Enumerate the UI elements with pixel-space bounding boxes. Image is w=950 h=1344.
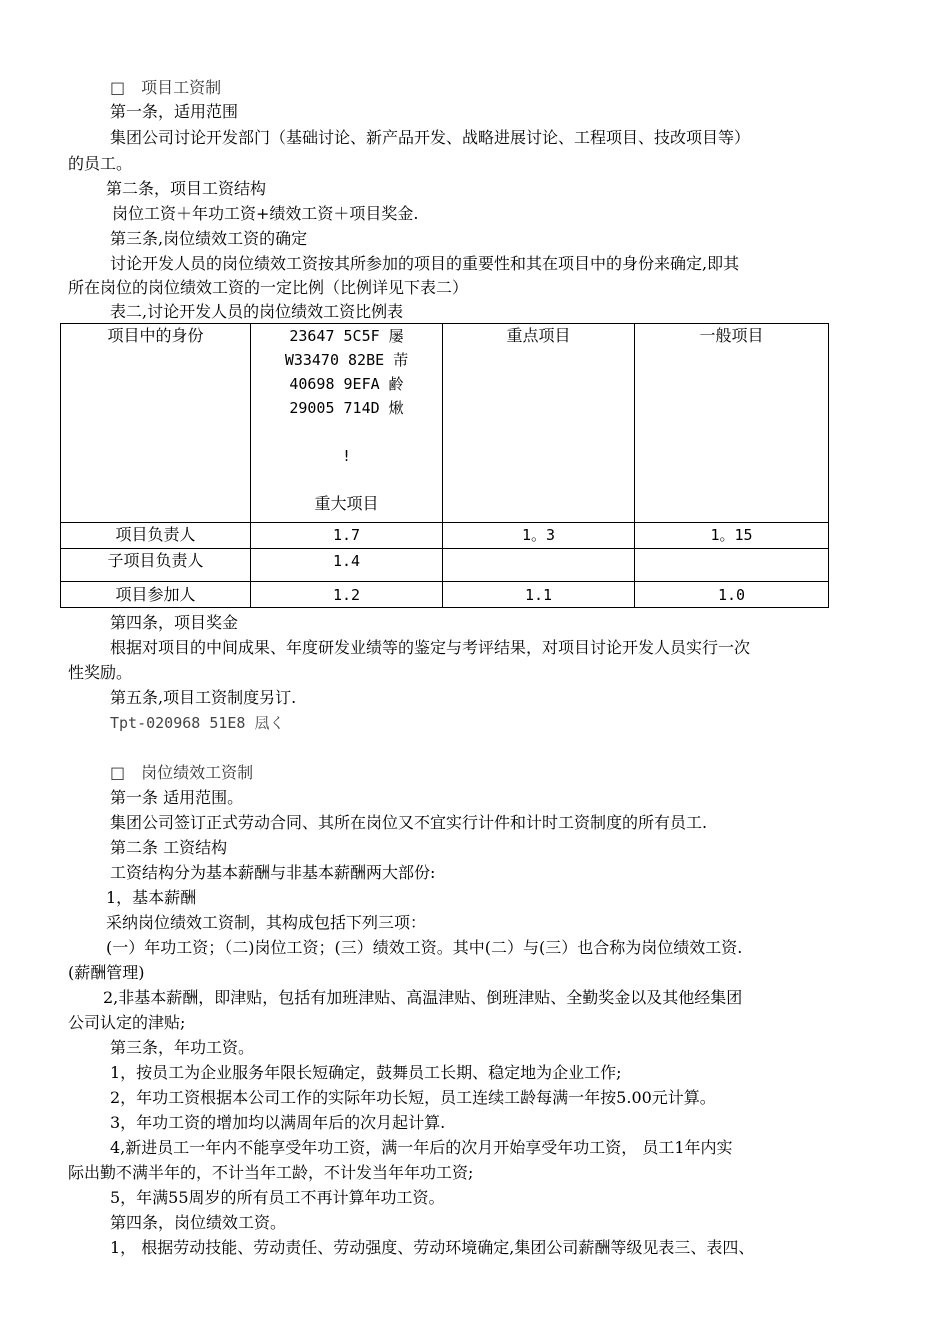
s2-article-3-item-4-line-2: 际出勤不满半年的，不计当年工龄，不计发当年年功工资; xyxy=(68,1163,474,1182)
header-major-line: ! xyxy=(341,447,352,465)
cell-key: 1.1 xyxy=(443,582,635,608)
cell-role: 项目参加人 xyxy=(61,582,251,608)
article-1-line-1: 集团公司讨论开发部门（基础讨论、新产品开发、战略进展讨论、工程项目、技改项目等） xyxy=(110,128,751,147)
basic-pay-body: 采纳岗位绩效工资制，其构成包括下列三项： xyxy=(106,913,427,932)
table-row xyxy=(61,549,829,582)
article-4-line-2: 性奖励。 xyxy=(68,663,133,682)
nonbasic-pay-line-1: 2,非基本薪酬，即津贴，包括有加班津贴、高温津贴、倒班津贴、全勤奖金以及其他经集团 xyxy=(103,988,743,1007)
header-major-project xyxy=(251,324,443,523)
cell-key: 1。3 xyxy=(443,523,635,549)
s2-article-3-item-3: 3，年功工资的增加均以满周年后的次月起计算. xyxy=(110,1113,446,1132)
s2-article-2-title: 第二条 工资结构 xyxy=(110,838,228,857)
header-general-project: 一般项目 xyxy=(635,324,829,523)
basic-pay-items-line-1: (一）年功工资；（二)岗位工资；(三）绩效工资。其中(二）与(三）也合称为岗位绩效工资. xyxy=(106,938,743,957)
s2-article-2-body: 工资结构分为基本薪酬与非基本薪酬两大部份: xyxy=(110,863,436,882)
s2-article-3-item-2: 2，年功工资根据本公司工作的实际年功长短，员工连续工龄每满一年按5.00元计算。 xyxy=(110,1088,716,1107)
cell-general: 1.0 xyxy=(635,582,829,608)
article-1-line-2: 的员工。 xyxy=(68,154,133,173)
s2-article-3-item-4-line-1: 4,新进员工一年内不能享受年功工资，满一年后的次月开始享受年功工资， 员工1年内实 xyxy=(110,1138,733,1157)
performance-pay-ratio-table xyxy=(60,323,829,608)
header-major-line: 40698 9EFA 鹷 xyxy=(289,375,404,393)
article-3-title: 第三条,岗位绩效工资的确定 xyxy=(110,229,308,248)
article-1-title: 第一条，适用范围 xyxy=(110,102,239,121)
table-caption: 表二,讨论开发人员的岗位绩效工资比例表 xyxy=(110,302,404,321)
article-3-line-1: 讨论开发人员的岗位绩效工资按其所参加的项目的重要性和其在项目中的身份来确定,即其 xyxy=(110,254,740,273)
header-key-project: 重点项目 xyxy=(443,324,635,523)
section-heading-project-pay: □ 项目工资制 xyxy=(110,78,222,97)
article-3-line-2: 所在岗位的岗位绩效工资的一定比例（比例详见下表二） xyxy=(68,278,469,297)
cell-general: 1。15 xyxy=(635,523,829,549)
table-row xyxy=(61,523,829,549)
article-5-title: 第五条,项目工资制度另订. xyxy=(110,688,297,707)
s2-article-4-item-1: 1， 根据劳动技能、劳动责任、劳动强度、劳动环境确定,集团公司薪酬等级见表三、表四、 xyxy=(110,1238,755,1257)
header-major-line xyxy=(251,420,442,444)
cell-role: 子项目负责人 xyxy=(61,549,251,582)
header-major-line: W33470 82BE 芾 xyxy=(284,351,409,369)
s2-article-1-title: 第一条 适用范围。 xyxy=(110,788,244,807)
article-2-body: 岗位工资＋年功工资+绩效工资＋项目奖金. xyxy=(112,204,419,223)
header-major-line xyxy=(251,468,442,492)
nonbasic-pay-line-2: 公司认定的津贴; xyxy=(68,1013,186,1032)
s2-article-3-item-5: 5，年满55周岁的所有员工不再计算年功工资。 xyxy=(110,1188,445,1207)
cell-role: 项目负责人 xyxy=(61,523,251,549)
section-heading-position-pay: □ 岗位绩效工资制 xyxy=(110,763,254,782)
header-major-line: 29005 714D 煍 xyxy=(289,399,404,417)
s2-article-3-item-1: 1，按员工为企业服务年限长短确定，鼓舞员工长期、稳定地为企业工作; xyxy=(110,1063,622,1082)
cell-major: 1.4 xyxy=(251,549,443,582)
article-4-line-1: 根据对项目的中间成果、年度研发业绩等的鉴定与考评结果，对项目讨论开发人员实行一次 xyxy=(110,638,751,657)
basic-pay-title: 1，基本薪酬 xyxy=(106,888,197,907)
header-major-label: 重大项目 xyxy=(314,494,379,513)
article-2-title: 第二条，项目工资结构 xyxy=(106,179,267,198)
cell-major: 1.7 xyxy=(251,523,443,549)
table-row xyxy=(61,582,829,608)
s2-article-3-title: 第三条，年功工资。 xyxy=(110,1038,255,1057)
garbled-code-line: Tpt-020968 51E8 凨く xyxy=(110,714,285,732)
cell-key xyxy=(443,549,635,582)
table-header-row xyxy=(61,324,829,523)
header-major-line: 23647 5C5F 屡 xyxy=(289,327,404,345)
cell-general xyxy=(635,549,829,582)
cell-major: 1.2 xyxy=(251,582,443,608)
s2-article-1-body: 集团公司签订正式劳动合同、其所在岗位又不宜实行计件和计时工资制度的所有员工. xyxy=(110,813,708,832)
article-4-title: 第四条，项目奖金 xyxy=(110,613,239,632)
header-role: 项目中的身份 xyxy=(61,324,251,523)
basic-pay-items-line-2: (薪酬管理) xyxy=(68,963,145,982)
s2-article-4-title: 第四条，岗位绩效工资。 xyxy=(110,1213,287,1232)
